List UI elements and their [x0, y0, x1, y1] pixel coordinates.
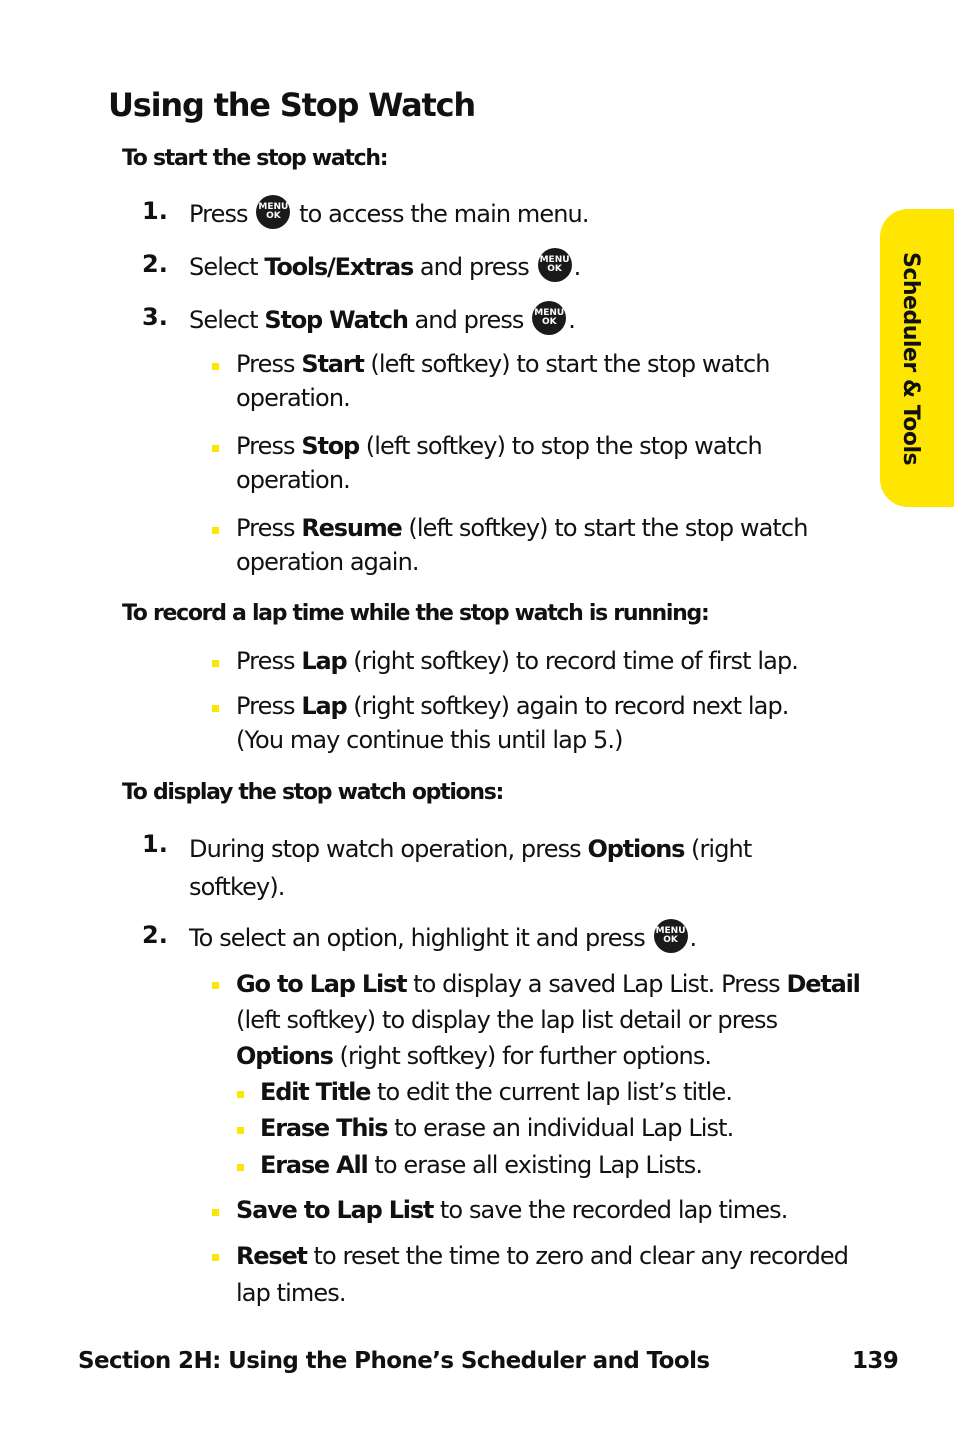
start-bullet-start: Press Start (left softkey) to start the stop watch operation.: [236, 350, 770, 412]
start-bullet-resume: Press Resume (left softkey) to start the stop watch operation again.: [236, 514, 808, 576]
bullet-icon: [212, 1209, 219, 1216]
start-bullet-stop: Press Stop (left softkey) to stop the stop watch operation.: [236, 432, 762, 494]
bullet-icon: [212, 527, 219, 534]
options-bullet-lap-list: Go to Lap List to display a saved Lap List. Press Detail (left softkey) to display the lap list detail or press Options (right softkey) for further options.: [236, 970, 860, 1070]
bullet-icon: [237, 1164, 244, 1171]
menu-ok-key-icon: MENU OK: [532, 301, 566, 335]
lap-bullet-first: Press Lap (right softkey) to record time of first lap.: [236, 647, 799, 675]
bullet-icon: [237, 1127, 244, 1134]
bullet-icon: [237, 1091, 244, 1098]
options-step-1: During stop watch operation, press Options (right softkey).: [189, 835, 752, 901]
menu-ok-key-icon: MENU OK: [654, 919, 688, 953]
step-number: 1.: [142, 830, 168, 858]
options-sub-erase-all: Erase All to erase all existing Lap Lists.: [260, 1151, 703, 1179]
step-number: 3.: [142, 303, 168, 331]
lap-heading: To record a lap time while the stop watch is running:: [122, 601, 709, 626]
bullet-icon: [212, 1254, 219, 1261]
bullet-icon: [212, 660, 219, 667]
page-number: 139: [852, 1348, 899, 1374]
start-step-3: Select Stop Watch and press MENU OK .: [189, 303, 575, 338]
options-bullet-save: Save to Lap List to save the recorded lap times.: [236, 1196, 788, 1224]
lap-bullet-next: Press Lap (right softkey) again to record next lap. (You may continue this until lap 5.): [236, 692, 789, 754]
bullet-icon: [212, 445, 219, 452]
bullet-icon: [212, 363, 219, 370]
options-bullet-reset: Reset to reset the time to zero and clear any recorded lap times.: [236, 1242, 849, 1307]
step-number: 1.: [142, 197, 168, 225]
start-step-2: Select Tools/Extras and press MENU OK .: [189, 250, 580, 285]
options-step-2: To select an option, highlight it and press MENU OK .: [189, 921, 696, 956]
start-heading: To start the stop watch:: [122, 146, 388, 171]
options-sub-edit-title: Edit Title to edit the current lap list’s title.: [260, 1078, 733, 1106]
side-tab-label: Scheduler & Tools: [898, 252, 923, 466]
step-number: 2.: [142, 250, 168, 278]
bullet-icon: [212, 982, 219, 989]
menu-ok-key-icon: MENU OK: [256, 195, 290, 229]
footer-section: Section 2H: Using the Phone’s Scheduler and Tools: [78, 1348, 710, 1374]
options-sub-erase-this: Erase This to erase an individual Lap List.: [260, 1114, 734, 1142]
page-title: Using the Stop Watch: [108, 86, 475, 124]
options-heading: To display the stop watch options:: [122, 780, 504, 805]
bullet-icon: [212, 705, 219, 712]
menu-ok-key-icon: MENU OK: [538, 248, 572, 282]
step-number: 2.: [142, 921, 168, 949]
start-step-1: Press MENU OK to access the main menu.: [189, 197, 589, 232]
